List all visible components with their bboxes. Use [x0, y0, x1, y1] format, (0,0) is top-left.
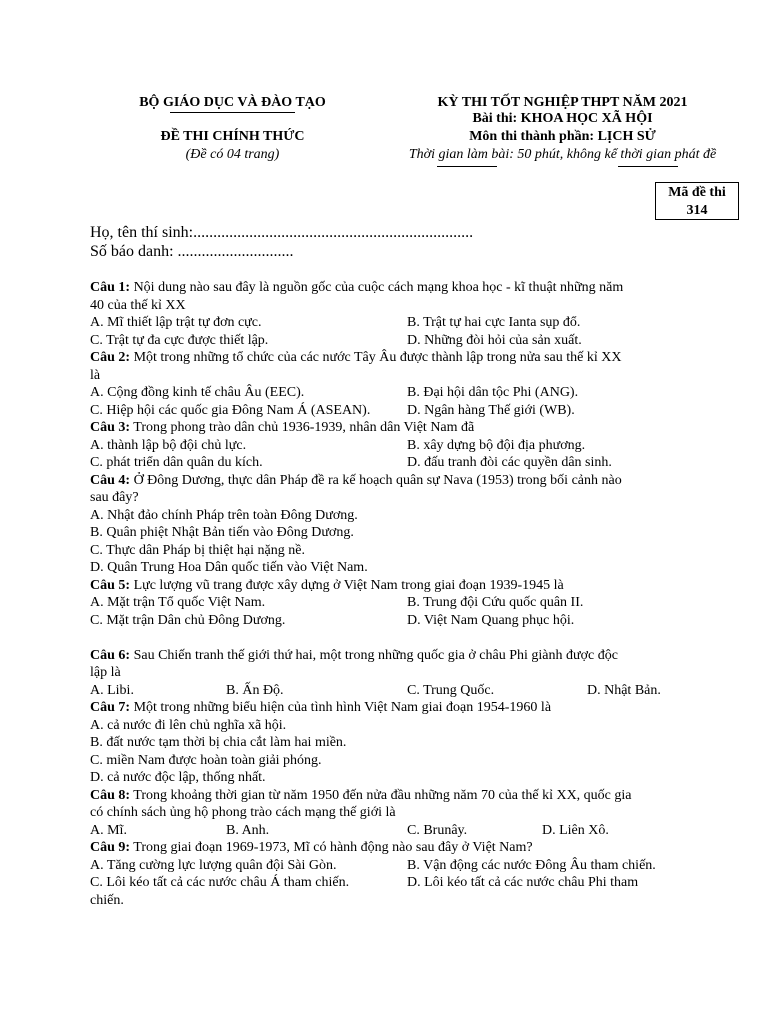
answer-d-cont: chiến. [90, 892, 124, 908]
question-text: Nội dung nào sau đây là nguồn gốc của cuộc cách mạng khoa học - kĩ thuật những năm [130, 280, 624, 295]
question-label: Câu 4: [90, 472, 131, 488]
question-7 [90, 699, 675, 717]
answer-a[interactable]: A. Mặt trận Tổ quốc Việt Nam. [90, 595, 266, 610]
question-text-cont: có chính sách ủng hộ phong trào cách mạng thế giới là [90, 805, 396, 820]
answer-b[interactable]: B. đất nước tạm thời bị chia cắt làm hai miền. [90, 735, 347, 750]
question-label: Câu 6: [90, 647, 131, 663]
ministry-name: BỘ GIÁO DỤC VÀ ĐÀO TẠO [139, 95, 326, 110]
question-text: Trong phong trào dân chủ 1936-1939, nhân dân Việt Nam đã [130, 420, 475, 435]
answer-a[interactable]: A. Mĩ. [90, 822, 127, 838]
answer-d[interactable]: D. Việt Nam Quang phục hội. [407, 612, 575, 628]
question-5 [90, 577, 675, 595]
question-text: Một trong những tổ chức của các nước Tây Âu được thành lập trong nửa sau thế kỉ XX [130, 350, 622, 365]
answer-b[interactable]: B. Vận động các nước Đông Âu tham chiến. [407, 857, 656, 873]
answer-c[interactable]: C. Lôi kéo tất cả các nước châu Á tham chiến. [90, 875, 350, 890]
question-text: Lực lượng vũ trang được xây dựng ở Việt Nam trong giai đoạn 1939-1945 là [130, 577, 564, 593]
answer-c[interactable]: C. Trung Quốc. [407, 682, 495, 698]
answer-d[interactable]: D. Liên Xô. [542, 822, 609, 838]
question-list [90, 279, 675, 909]
answer-a[interactable]: A. Libi. [90, 682, 134, 698]
answer-d[interactable]: D. Quân Trung Hoa Dân quốc tiến vào Việt Nam. [90, 560, 368, 575]
answer-d[interactable]: D. đấu tranh đòi các quyền dân sinh. [407, 455, 612, 470]
answer-b[interactable]: B. Ấn Độ. [226, 682, 284, 698]
answer-b[interactable]: B. Anh. [226, 822, 270, 838]
answer-b[interactable]: B. xây dựng bộ đội địa phương. [407, 437, 586, 453]
answer-b[interactable]: B. Trung đội Cứu quốc quân II. [407, 595, 584, 610]
answer-a[interactable]: A. Cộng đồng kinh tế châu Âu (EEC). [90, 385, 305, 400]
question-text-cont: 40 của thế kỉ XX [90, 297, 186, 313]
spacer [90, 629, 675, 647]
answer-b[interactable]: B. Trật tự hai cực Ianta sụp đổ. [407, 315, 581, 330]
question-text: Trong khoảng thời gian từ năm 1950 đến nửa đầu những năm 70 của thế kỉ XX, quốc gia [130, 787, 632, 803]
question-3 [90, 419, 675, 437]
pages-note: (Đề có 04 trang) [185, 147, 280, 162]
answer-c[interactable]: C. miền Nam được hoàn toàn giải phóng. [90, 752, 322, 768]
question-text: Sau Chiến tranh thế giới thứ hai, một trong những quốc gia ở châu Phi giành được độc [130, 647, 618, 663]
question-label: Câu 7: [90, 700, 131, 715]
question-label: Câu 1: [90, 280, 131, 295]
answer-b[interactable]: B. Đại hội dân tộc Phi (ANG). [407, 385, 579, 400]
question-text-cont: lập là [90, 665, 121, 680]
candidate-name-line: Họ, tên thí sinh:...................................................................... [90, 224, 474, 241]
answer-b[interactable]: B. Quân phiệt Nhật Bản tiến vào Đông Dương. [90, 525, 354, 540]
exam-code-value: 314 [686, 203, 708, 218]
question-label: Câu 2: [90, 350, 131, 365]
question-4 [90, 472, 675, 490]
answer-a[interactable]: A. Nhật đảo chính Pháp trên toàn Đông Dương. [90, 507, 358, 523]
official-exam-label: ĐỀ THI CHÍNH THỨC [160, 129, 305, 144]
question-label: Câu 9: [90, 840, 131, 855]
answer-d[interactable]: D. Ngân hàng Thế giới (WB). [407, 402, 575, 418]
exam-code-box [655, 182, 739, 220]
answer-a[interactable]: A. thành lập bộ đội chủ lực. [90, 437, 247, 453]
answer-d[interactable]: D. Những đòi hỏi của sản xuất. [407, 332, 582, 348]
question-9 [90, 839, 675, 857]
question-text: Ở Đông Dương, thực dân Pháp đề ra kế hoạch quân sự Nava (1953) trong bối cảnh nào [130, 472, 622, 488]
candidate-id-line: Số báo danh: ............................. [90, 243, 294, 260]
question-text: Trong giai đoạn 1969-1973, Mĩ có hành động nào sau đây ở Việt Nam? [130, 840, 533, 855]
time-note: Thời gian làm bài: 50 phút, không kể thời gian phát đề [408, 147, 717, 162]
time-underline-2 [618, 166, 678, 167]
exam-title: KỲ THI TỐT NGHIỆP THPT NĂM 2021 [437, 95, 688, 110]
question-6 [90, 647, 675, 665]
answer-c[interactable]: C. Thực dân Pháp bị thiệt hại nặng nề. [90, 542, 305, 558]
question-text-cont: sau đây? [90, 490, 139, 505]
question-8 [90, 787, 675, 805]
question-label: Câu 3: [90, 420, 131, 435]
exam-code-label: Mã đề thi [668, 185, 726, 200]
question-2 [90, 349, 675, 367]
answer-d[interactable]: D. Lôi kéo tất cả các nước châu Phi tham [407, 875, 639, 890]
exam-component: Môn thi thành phần: LỊCH SỬ [469, 129, 656, 144]
ministry-underline [170, 112, 295, 113]
exam-subject: Bài thi: KHOA HỌC XÃ HỘI [472, 111, 653, 126]
question-text: Một trong những biểu hiện của tình hình Việt Nam giai đoạn 1954-1960 là [130, 700, 552, 715]
answer-d[interactable]: D. Nhật Bản. [587, 682, 661, 698]
question-1 [90, 279, 675, 297]
answer-c[interactable]: C. Brunây. [407, 822, 468, 838]
answer-a[interactable]: A. cả nước đi lên chủ nghĩa xã hội. [90, 717, 287, 733]
question-label: Câu 5: [90, 577, 131, 593]
time-underline [437, 166, 497, 167]
answer-a[interactable]: A. Tăng cường lực lượng quân đội Sài Gòn. [90, 857, 337, 873]
answer-c[interactable]: C. Mặt trận Dân chủ Đông Dương. [90, 612, 286, 628]
answer-d[interactable]: D. cả nước độc lập, thống nhất. [90, 770, 266, 785]
question-label: Câu 8: [90, 787, 131, 803]
answer-a[interactable]: A. Mĩ thiết lập trật tự đơn cực. [90, 315, 262, 330]
answer-c[interactable]: C. Hiệp hội các quốc gia Đông Nam Á (ASEAN). [90, 402, 371, 418]
question-text-cont: là [90, 367, 101, 383]
answer-c[interactable]: C. Trật tự đa cực được thiết lập. [90, 332, 269, 348]
answer-c[interactable]: C. phát triển dân quân du kích. [90, 455, 263, 470]
